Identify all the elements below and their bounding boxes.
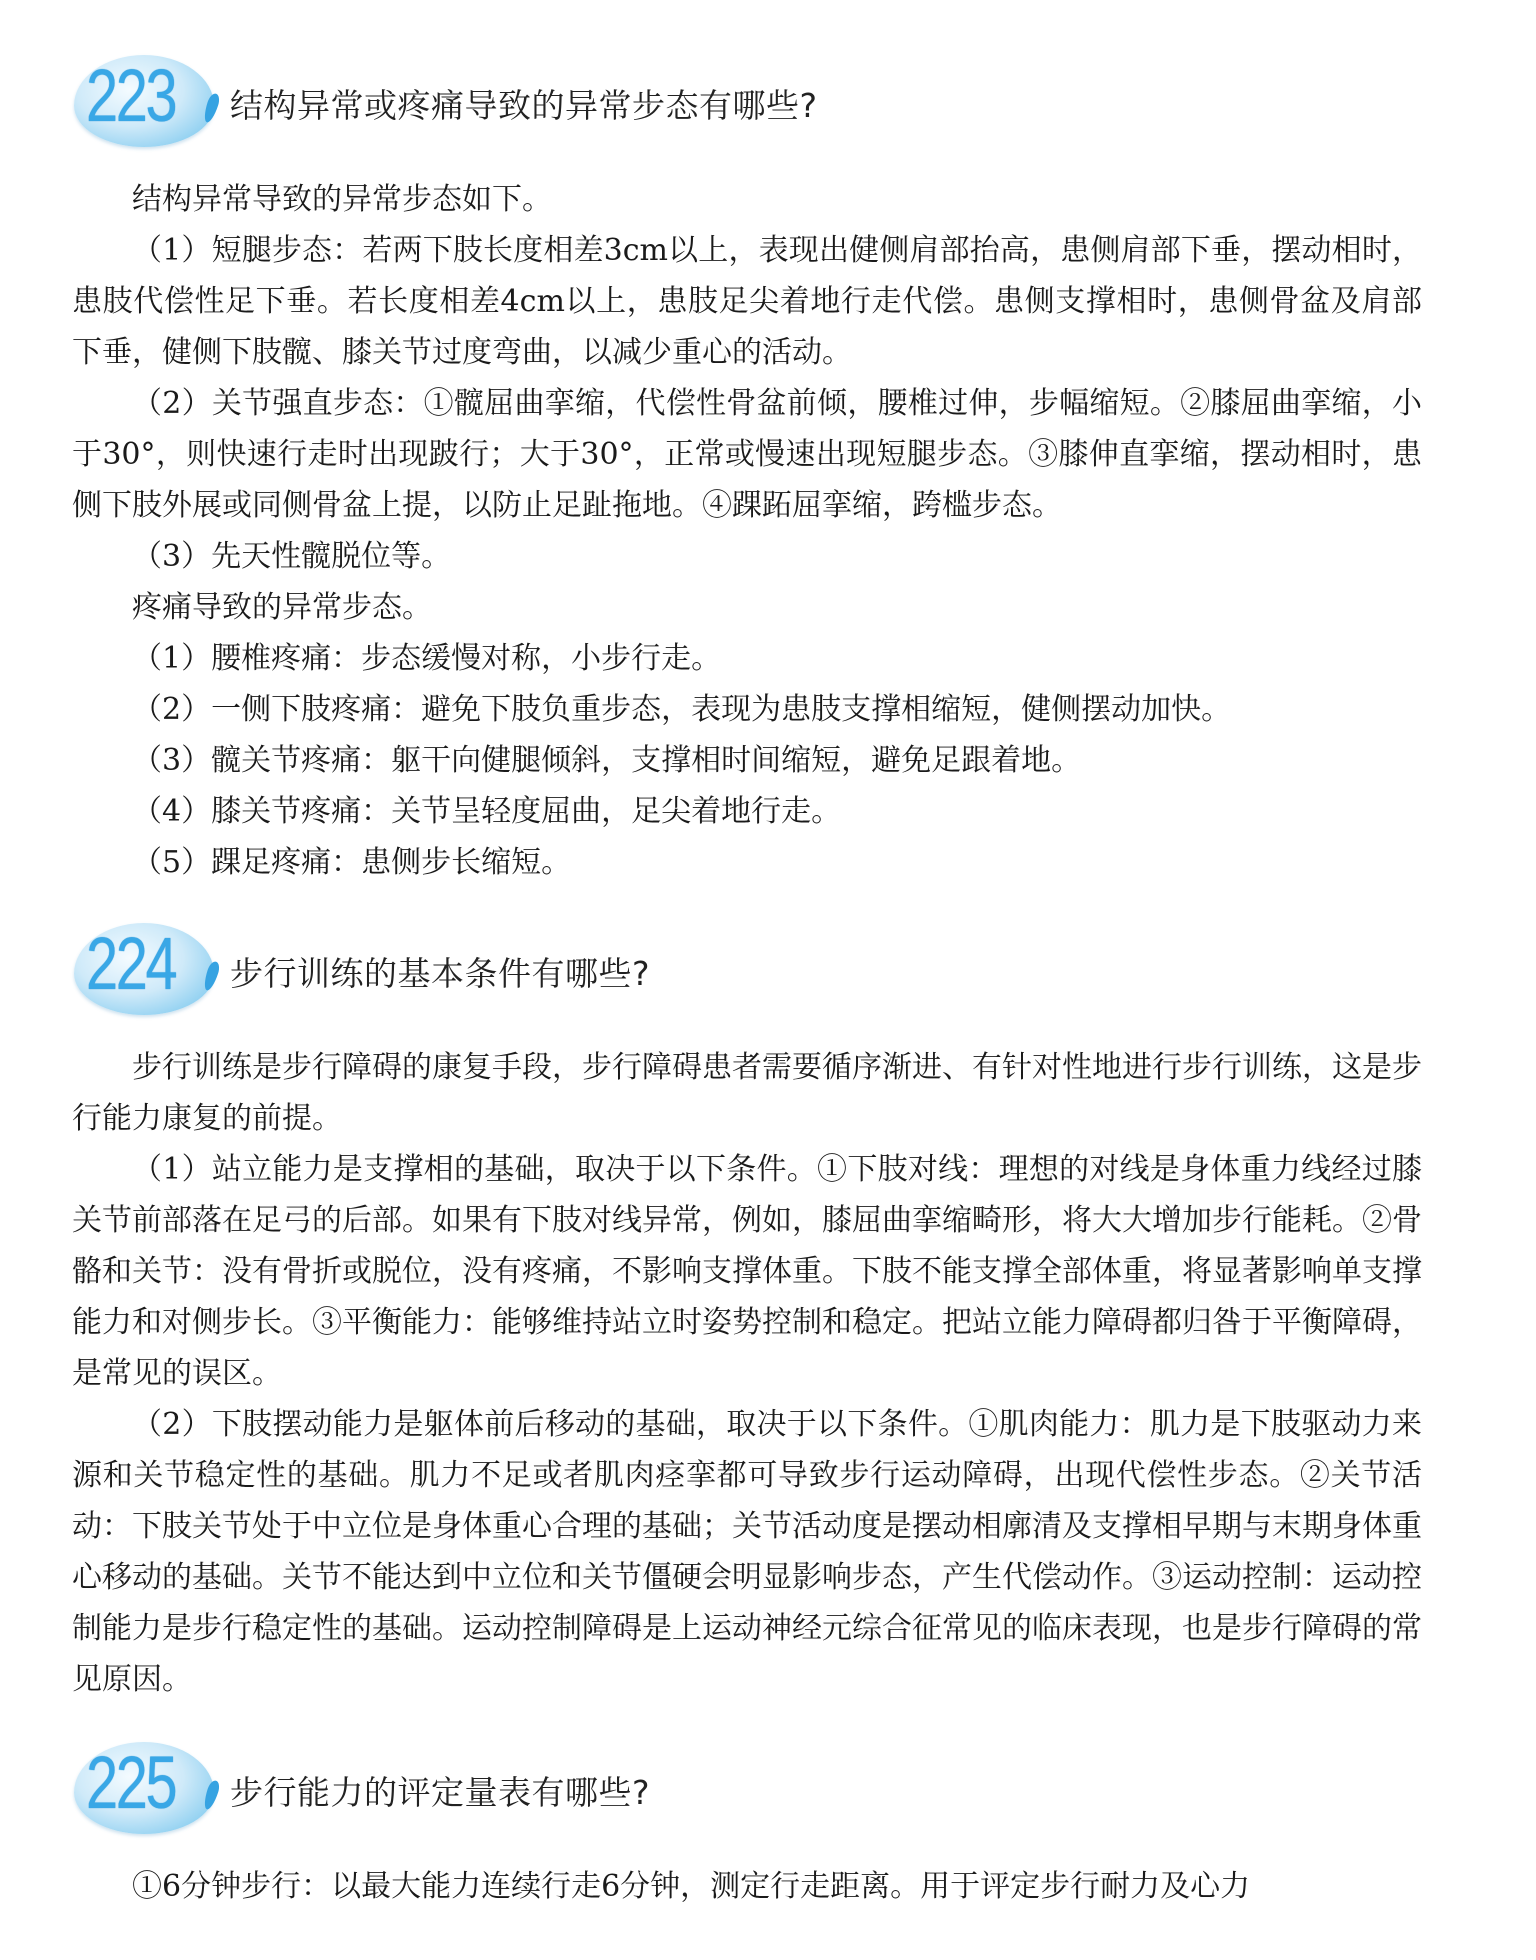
paragraph: （2）一侧下肢疼痛：避免下肢负重步态，表现为患肢支撑相缩短，健侧摆动加快。 — [132, 692, 1232, 727]
question-header — [72, 908, 1422, 1028]
paragraph: ①6分钟步行：以最大能力连续行走6分钟，测定行走距离。用于评定步行耐力及心力 — [132, 1869, 1251, 1904]
question-section-225 — [72, 1727, 1422, 1912]
question-title: 结构异常或疼痛导致的异常步态有哪些? — [230, 85, 818, 125]
question-number-badge — [72, 913, 222, 1023]
question-header — [72, 1727, 1422, 1847]
paragraph: 疼痛导致的异常步态。 — [132, 590, 432, 625]
question-number: 225 — [86, 1741, 176, 1824]
question-title: 步行训练的基本条件有哪些? — [230, 953, 651, 993]
paragraph: （2）关节强直步态：①髋屈曲挛缩，代偿性骨盆前倾，腰椎过伸，步幅缩短。②膝屈曲挛缩，小于30°，则快速行走时出现跛行；大于30°，正常或慢速出现短腿步态。③膝伸直挛缩，摆动相时，患侧下肢外展或同侧骨盆上提，以防止足趾拖地。④踝跖屈挛缩，跨槛步态。 — [72, 386, 1422, 523]
paragraph: （1）腰椎疼痛：步态缓慢对称，小步行走。 — [132, 641, 722, 676]
paragraph: （4）膝关节疼痛：关节呈轻度屈曲，足尖着地行走。 — [132, 794, 842, 829]
paragraph: （1）站立能力是支撑相的基础，取决于以下条件。①下肢对线：理想的对线是身体重力线经过膝关节前部落在足弓的后部。如果有下肢对线异常，例如，膝屈曲挛缩畸形，将大大增加步行能耗。②骨骼和关节：没有骨折或脱位，没有疼痛，不影响支撑体重。下肢不能支撑全部体重，将显著影响单支撑能力和对侧步长。③平衡能力：能够维持站立时姿势控制和稳定。把站立能力障碍都归咎于平衡障碍，是常见的误区。 — [72, 1152, 1422, 1391]
paragraph: （3）先天性髋脱位等。 — [132, 539, 452, 574]
paragraph: （5）踝足疼痛：患侧步长缩短。 — [132, 845, 572, 880]
document-page — [72, 40, 1422, 1912]
question-number-badge — [72, 1732, 222, 1842]
paragraph: （3）髋关节疼痛：躯干向健腿倾斜，支撑相时间缩短，避免足跟着地。 — [132, 743, 1082, 778]
question-section-224 — [72, 908, 1422, 1705]
paragraph: 结构异常导致的异常步态如下。 — [132, 182, 552, 217]
question-number-badge — [72, 45, 222, 155]
question-section-223 — [72, 40, 1422, 888]
paragraph: （2）下肢摆动能力是躯体前后移动的基础，取决于以下条件。①肌肉能力：肌力是下肢驱动力来源和关节稳定性的基础。肌力不足或者肌肉痉挛都可导致步行运动障碍，出现代偿性步态。②关节活动：下肢关节处于中立位是身体重心合理的基础；关节活动度是摆动相廓清及支撑相早期与末期身体重心移动的基础。关节不能达到中立位和关节僵硬会明显影响步态，产生代偿动作。③运动控制：运动控制能力是步行稳定性的基础。运动控制障碍是上运动神经元综合征常见的临床表现，也是步行障碍的常见原因。 — [72, 1407, 1422, 1697]
question-title: 步行能力的评定量表有哪些? — [230, 1772, 651, 1812]
paragraph: 步行训练是步行障碍的康复手段，步行障碍患者需要循序渐进、有针对性地进行步行训练，这是步行能力康复的前提。 — [72, 1050, 1422, 1136]
question-header — [72, 40, 1422, 160]
paragraph: （1）短腿步态：若两下肢长度相差3cm以上，表现出健侧肩部抬高，患侧肩部下垂，摆动相时，患肢代偿性足下垂。若长度相差4cm以上，患肢足尖着地行走代偿。患侧支撑相时，患侧骨盆及肩部下垂，健侧下肢髋、膝关节过度弯曲，以减少重心的活动。 — [72, 233, 1422, 370]
question-number: 224 — [86, 922, 176, 1005]
question-number: 223 — [86, 54, 176, 137]
